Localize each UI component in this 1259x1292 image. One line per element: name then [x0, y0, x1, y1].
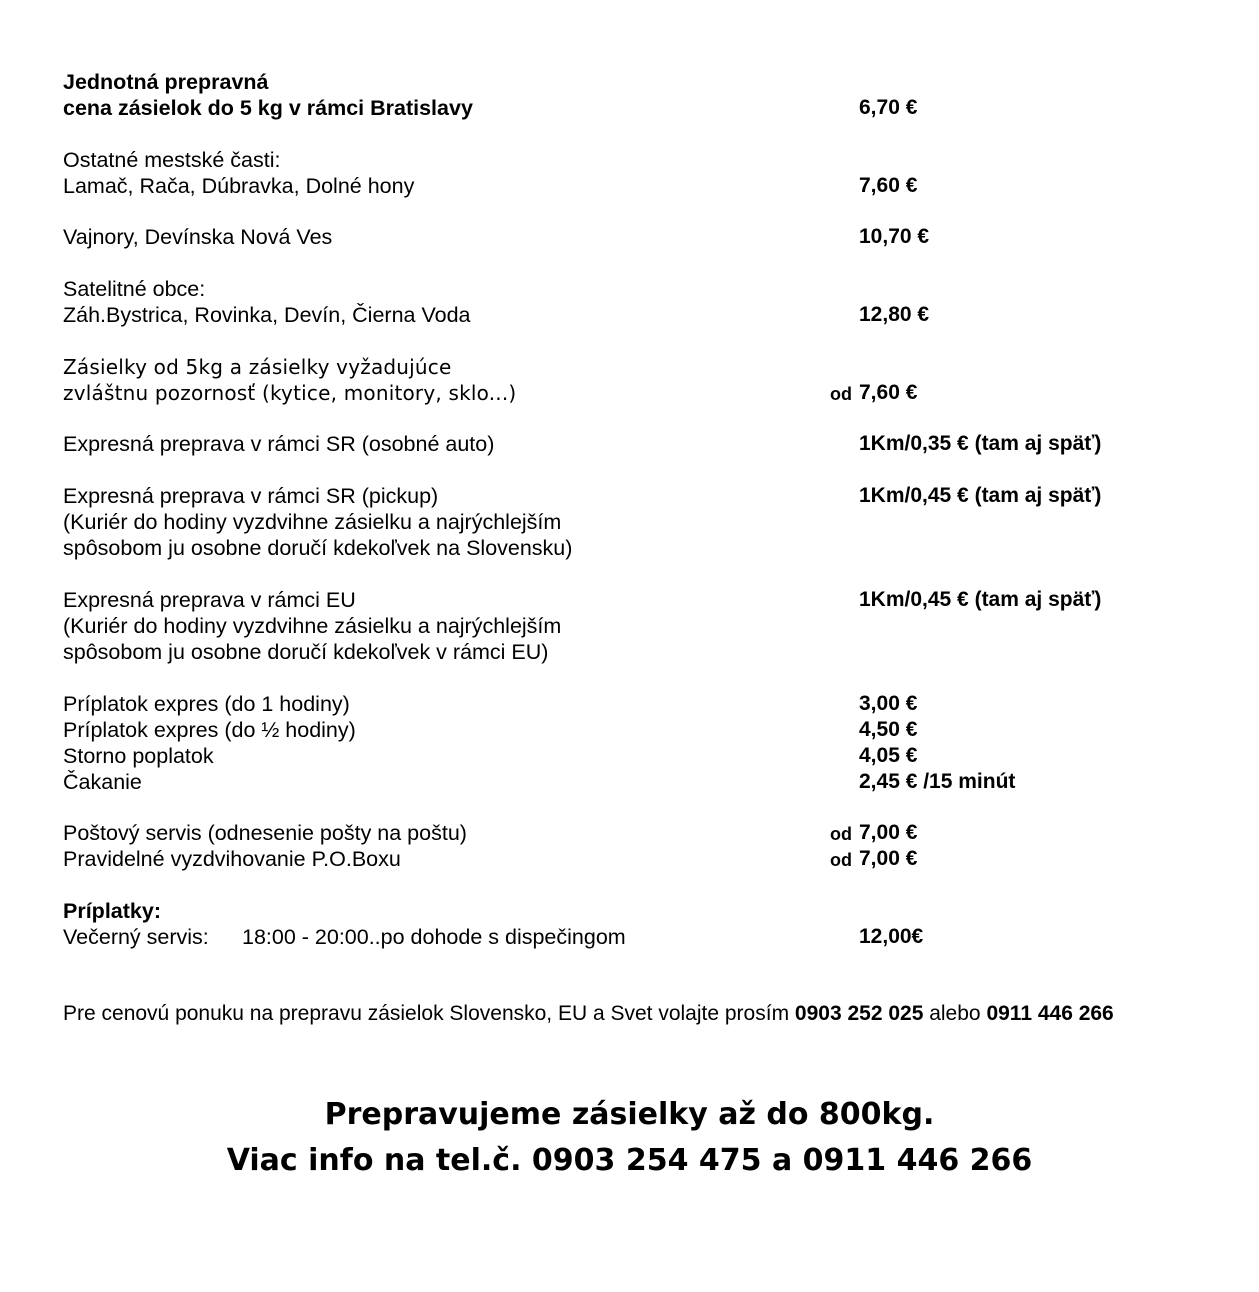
special-parcels-prefix: od: [830, 384, 852, 404]
vajnory-price: 10,70 €: [859, 225, 930, 248]
surcharge-1h-price: 3,00 €: [859, 692, 918, 715]
express-eu-price: 1Km/0,45 € (tam aj späť): [859, 588, 1102, 611]
footer-headline: Prepravujeme zásielky až do 800kg.: [324, 1097, 935, 1132]
waiting-price: 2,45 € /15 minút: [859, 770, 1016, 793]
satellite-heading: Satelitné obce:: [63, 277, 206, 301]
special-parcels-line2: zvláštnu pozornosť (kytice, monitory, sklo...): [63, 381, 517, 405]
pobox-price: 7,00 €: [859, 847, 918, 870]
postal-service-price: 7,00 €: [859, 821, 918, 844]
storno-label: Storno poplatok: [63, 744, 214, 768]
express-eu-note1: (Kuriér do hodiny vyzdvihne zásielku a najrýchlejším: [63, 614, 562, 638]
waiting-label: Čakanie: [63, 770, 142, 794]
base-price: 6,70 €: [859, 96, 918, 119]
express-sr-car-label: Expresná preprava v rámci SR (osobné auto): [63, 432, 495, 456]
express-eu-label: Expresná preprava v rámci EU: [63, 588, 356, 612]
other-districts-heading: Ostatné mestské časti:: [63, 148, 281, 172]
pobox-prefix: od: [830, 850, 852, 870]
contact-text-before: Pre cenovú ponuku na prepravu zásielok Slovensko, EU a Svet volajte prosím: [63, 1002, 795, 1025]
base-price-title-line2: cena zásielok do 5 kg v rámci Bratislavy: [63, 96, 473, 120]
evening-service-price: 12,00€: [859, 925, 924, 948]
evening-service-time: 18:00 - 20:00..po dohode s dispečingom: [242, 925, 626, 949]
other-districts-price: 7,60 €: [859, 174, 918, 197]
express-sr-pickup-note2: spôsobom ju osobne doručí kdekoľvek na Slovensku): [63, 536, 573, 560]
satellite-price: 12,80 €: [859, 303, 930, 326]
surcharge-half-hour-price: 4,50 €: [859, 718, 918, 741]
other-districts-list: Lamač, Rača, Dúbravka, Dolné hony: [63, 174, 415, 198]
express-sr-pickup-note1: (Kuriér do hodiny vyzdvihne zásielku a najrýchlejším: [63, 510, 562, 534]
contact-phone-2[interactable]: 0911 446 266: [986, 1002, 1114, 1025]
surcharges-heading: Príplatky:: [63, 899, 161, 923]
satellite-list: Záh.Bystrica, Rovinka, Devín, Čierna Voda: [63, 303, 471, 327]
base-price-title-line1: Jednotná prepravná: [63, 70, 269, 94]
surcharge-half-hour-label: Príplatok expres (do ½ hodiny): [63, 718, 356, 742]
postal-service-prefix: od: [830, 824, 852, 844]
contact-text-middle: alebo: [923, 1002, 987, 1025]
express-eu-note2: spôsobom ju osobne doručí kdekoľvek v rámci EU): [63, 640, 549, 664]
storno-price: 4,05 €: [859, 744, 918, 767]
vajnory-label: Vajnory, Devínska Nová Ves: [63, 225, 333, 249]
postal-service-label: Poštový servis (odnesenie pošty na poštu): [63, 821, 467, 845]
express-sr-pickup-price: 1Km/0,45 € (tam aj späť): [859, 484, 1102, 507]
footer-info-line: Viac info na tel.č. 0903 254 475 a 0911 446 266: [226, 1143, 1033, 1178]
surcharge-1h-label: Príplatok expres (do 1 hodiny): [63, 692, 350, 716]
special-parcels-price: 7,60 €: [859, 381, 918, 404]
pobox-label: Pravidelné vyzdvihovanie P.O.Boxu: [63, 847, 401, 871]
special-parcels-line1: Zásielky od 5kg a zásielky vyžadujúce: [63, 355, 452, 379]
express-sr-car-price: 1Km/0,35 € (tam aj späť): [859, 432, 1102, 455]
contact-phone-1[interactable]: 0903 252 025: [794, 1002, 924, 1025]
contact-line: [63, 1001, 1114, 1027]
express-sr-pickup-label: Expresná preprava v rámci SR (pickup): [63, 484, 439, 508]
evening-service-label: Večerný servis:: [63, 925, 209, 949]
